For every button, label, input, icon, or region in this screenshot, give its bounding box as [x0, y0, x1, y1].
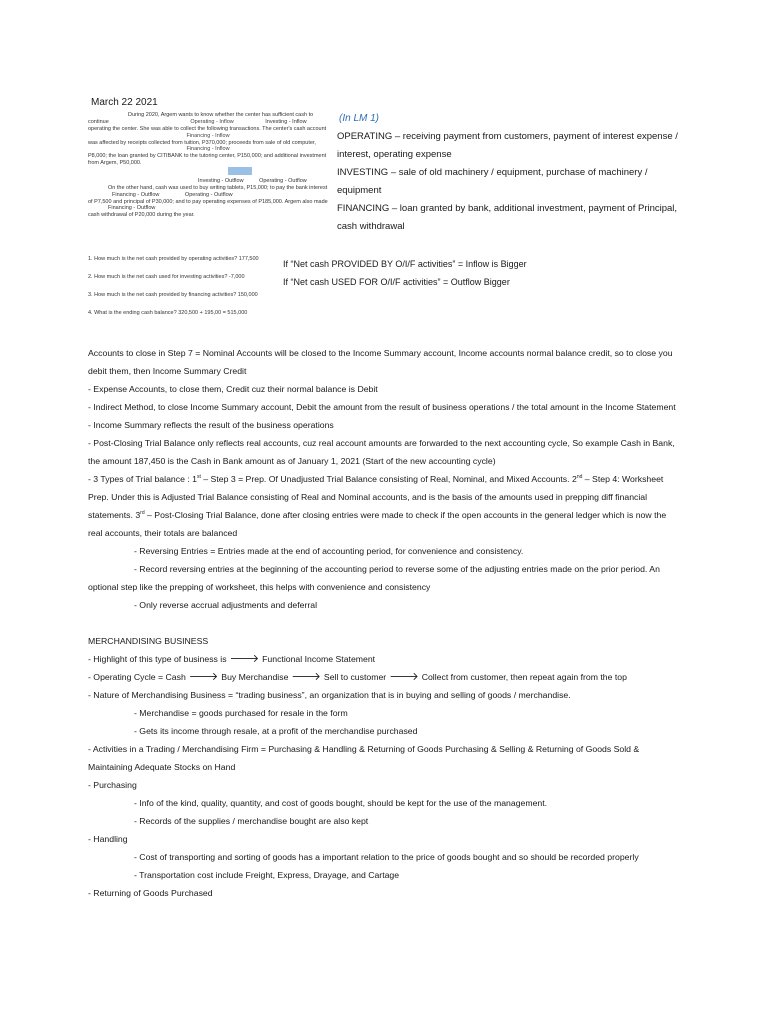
spacer [88, 614, 680, 632]
activity-definitions [337, 128, 687, 236]
annotation: Operating - Outflow [184, 191, 233, 198]
question-item: 1. How much is the net cash provided by operating activities? 177,500 [88, 256, 259, 262]
paragraph: - Activities in a Trading / Merchandising Firm = Purchasing & Handling & Returning of Goods Purchasing & Selling & Returning of Goods Sold & Maintaining Adequate Stocks on Hand [88, 744, 640, 772]
annotation: Investing - Inflow [265, 118, 307, 125]
annotation: Operating - Inflow [190, 118, 234, 125]
paragraph: - Expense Accounts, to close them, Credit cuz their normal balance is Debit [88, 384, 378, 394]
text-run: Collect from customer, then repeat again from the top [421, 672, 627, 682]
paragraph: - Purchasing [88, 780, 137, 790]
arrow-right-icon: 🡒 [188, 671, 219, 683]
problem-line: of P7,500 and principal of P30,000; and to pay operating expenses of P185,000. Argem also made [88, 198, 328, 205]
financing-definition: FINANCING – loan granted by bank, additional investment, payment of Principal, cash withdrawal [337, 203, 678, 232]
arrow-right-icon: 🡒 [291, 671, 321, 683]
text-run: – Step 3 = Prep. Of Unadjusted Trial Balance consisting of Real, Nominal, and Mixed Accounts. 2 [200, 474, 577, 484]
paragraph: - Returning of Goods Purchased [88, 888, 213, 898]
superscript: rd [140, 510, 145, 517]
problem-image-text [88, 112, 328, 230]
paragraph: - Reversing Entries = Entries made at the end of accounting period, for convenience and consistency. [134, 546, 524, 556]
arrow-right-icon: 🡒 [389, 671, 419, 683]
paragraph: - Income Summary reflects the result of the business operations [88, 420, 334, 430]
lm-reference: (In LM 1) [339, 113, 380, 124]
paragraph: - Info of the kind, quality, quantity, and cost of goods bought, should be kept for the use of the management. [134, 798, 548, 808]
problem-line: cash withdrawal of P20,000 during the year. [88, 212, 195, 219]
annotation: Financing - Outflow [108, 205, 156, 212]
document-date: March 22 2021 [91, 97, 158, 108]
text-run: Buy Merchandise [221, 672, 289, 682]
section-heading: MERCHANDISING BUSINESS [88, 636, 209, 646]
paragraph: - Handling [88, 834, 128, 844]
rule-used: If “Net cash USED FOR O/I/F activities” = Outflow Bigger [283, 277, 510, 287]
paragraph [88, 848, 680, 866]
annotation: Operating - Outflow [259, 177, 307, 184]
paragraph: - Only reverse accrual adjustments and deferral [134, 600, 318, 610]
text-run: – Post-Closing Trial Balance, done after closing entries were made to check if the open accounts in the general ledger which is now the real accounts, their totals are balanced [88, 510, 667, 538]
paragraph: Accounts to close in Step 7 = Nominal Accounts will be closed to the Income Summary account, Income accounts normal balance credit, so to close you debit them, then Income Summary Credit [88, 348, 673, 376]
net-cash-rules [283, 255, 527, 291]
text-run: - 3 Types of Trial balance : 1 [88, 474, 197, 484]
annotation: Investing - Outflow [198, 177, 244, 184]
text-run: - Highlight of this type of business is [88, 654, 227, 664]
text-run: – Step 4: Worksheet Prep. Under this is Adjusted Trial Balance consisting of Real and Nominal accounts, and is the basis of the amounts used in prepping diff financial statements. 3 [88, 474, 664, 520]
problem-line: operating the center. She was able to collect the following transactions. The center's cash account [88, 125, 327, 132]
text-run: - Cost of transporting and sorting of goods has a important relation to the price of goods bought and so should be recorded properly [134, 852, 639, 862]
problem-line: During 2020, Argem wants to know whether the center has sufficient cash to continue [88, 112, 314, 125]
paragraph [88, 560, 680, 596]
paragraph: - Transportation cost include Freight, Express, Drayage, and Cartage [134, 870, 400, 880]
paragraph: - Indirect Method, to close Income Summary account, Debit the amount from the result of business operations / the total amount in the Income Statement [88, 402, 676, 412]
question-item: 4. What is the ending cash balance? 320,500 + 195,00 = 515,000 [88, 310, 248, 316]
paragraph: - Nature of Merchandising Business = “trading business”, an organization that is in buying and selling of goods / merchandise. [88, 690, 571, 700]
text-run: - Operating Cycle = Cash [88, 672, 186, 682]
problem-line: On the other hand, cash was used to buy writing tablets, P15,000; to pay the bank interest [108, 184, 328, 191]
superscript: st [196, 474, 201, 481]
highlight-line [88, 650, 680, 668]
question-list [88, 250, 288, 322]
paragraph: - Records of the supplies / merchandise bought are also kept [134, 816, 369, 826]
superscript: nd [576, 474, 583, 481]
paragraph: - Gets its income through resale, at a profit of the merchandise purchased [134, 726, 418, 736]
problem-line: P8,000; the loan granted by CITIBANK to the tutoring center, P150,000; and additional investment [88, 153, 327, 160]
annotation: Financing - Outflow [112, 191, 160, 198]
operating-cycle-line [88, 668, 680, 686]
question-item: 3. How much is the net cash provided by financing activities? 150,000 [88, 292, 258, 298]
trial-balance-paragraph [88, 470, 680, 542]
question-item: 2. How much is the net cash used for investing activities? -7,000 [88, 274, 245, 280]
notes-body [88, 344, 680, 902]
text-run: - Record reversing entries at the beginning of the accounting period to reverse some of the adjusting entries made on the prior period. An optional step like the prepping of worksheet, this helps with convenience and consistency [88, 564, 660, 592]
highlight-mark [228, 167, 252, 175]
arrow-right-icon: 🡒 [229, 653, 260, 665]
paragraph: - Post-Closing Trial Balance only reflects real accounts, cuz real account amounts are forwarded to the next accounting cycle, So example Cash in Bank, the amount 187,450 is the Cash in Bank amount as of January 1, 2021 (Start of the new accounting cycle) [88, 438, 675, 466]
operating-definition: OPERATING – receiving payment from customers, payment of interest expense / interest, operating expense [337, 131, 678, 160]
problem-line: from Argem, P50,000. [88, 160, 142, 167]
rule-provided: If “Net cash PROVIDED BY O/I/F activities” = Inflow is Bigger [283, 259, 527, 269]
paragraph: - Merchandise = goods purchased for resale in the form [134, 708, 348, 718]
text-run: Functional Income Statement [262, 654, 376, 664]
investing-definition: INVESTING – sale of old machinery / equipment, purchase of machinery / equipment [337, 167, 648, 196]
annotation: Financing - Inflow [186, 132, 230, 139]
text-run: Sell to customer [323, 672, 387, 682]
problem-line: was affected by receipts collected from tuition, P370,000; proceeds from sale of old computer, [88, 139, 316, 146]
annotation: Financing - Inflow [186, 146, 230, 153]
